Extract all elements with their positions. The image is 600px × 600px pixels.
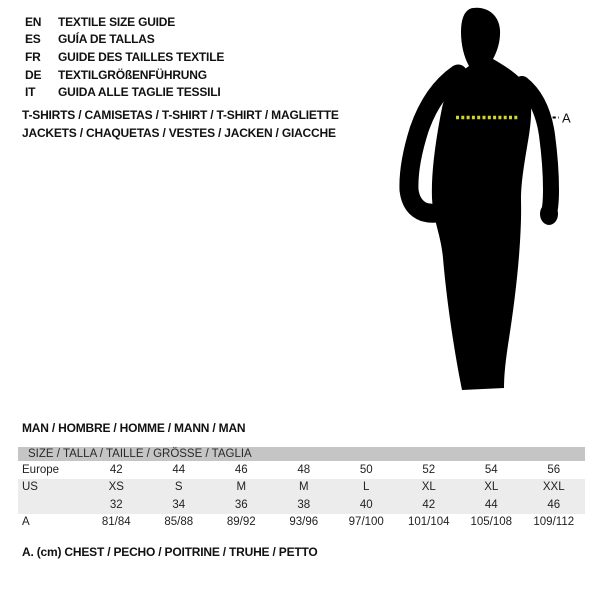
size-cell: XS [108, 481, 124, 494]
language-code: FR [25, 49, 41, 64]
size-cell: XL [484, 481, 499, 494]
man-right-hand [540, 203, 558, 225]
language-row [25, 13, 224, 31]
language-row [25, 66, 224, 84]
language-code: ES [25, 32, 41, 47]
size-cell: 109/112 [533, 516, 575, 529]
size-cell: 32 [109, 498, 123, 511]
language-label: GUIDE DES TAILLES TEXTILE [58, 49, 225, 64]
size-cell: 46 [547, 498, 561, 511]
size-cell: S [174, 481, 183, 494]
size-table-header: SIZE / TALLA / TAILLE / GRÖSSE / TAGLIA [18, 447, 585, 461]
category-line-jackets: JACKETS / CHAQUETAS / VESTES / JACKEN / GIACCHE [22, 126, 336, 140]
language-code: IT [25, 85, 36, 100]
size-cell: M [298, 481, 309, 494]
size-cell: 50 [359, 463, 373, 476]
size-cell: 42 [109, 463, 123, 476]
language-row [25, 83, 224, 101]
row-label: Europe [22, 463, 60, 476]
measure-label: A [562, 110, 571, 126]
row-label: US [22, 481, 38, 494]
language-label: GUÍA DE TALLAS [58, 32, 155, 47]
size-cell: L [363, 481, 370, 494]
size-cell: 56 [547, 463, 561, 476]
category-list [22, 106, 339, 142]
man-silhouette-figure [395, 0, 600, 400]
row-label: A [22, 516, 30, 529]
size-cell: XXL [542, 481, 565, 494]
language-code: EN [25, 14, 42, 29]
section-title-man: MAN / HOMBRE / HOMME / MANN / MAN [22, 421, 246, 435]
size-cell: 89/92 [226, 516, 256, 529]
size-cell: 93/96 [289, 516, 319, 529]
size-cell: 85/88 [164, 516, 194, 529]
man-body-path [432, 8, 531, 390]
table-row-us [18, 479, 585, 497]
size-cell: 36 [234, 498, 248, 511]
footnote-chest-measure: A. (cm) CHEST / PECHO / POITRINE / TRUHE / PETTO [22, 545, 318, 559]
size-cell: 40 [359, 498, 373, 511]
language-label: TEXTILE SIZE GUIDE [58, 14, 176, 29]
size-cell: 81/84 [101, 516, 131, 529]
size-cell: 97/100 [348, 516, 384, 529]
size-cell: 38 [297, 498, 311, 511]
size-cell: 48 [297, 463, 311, 476]
category-line-tshirts: T-SHIRTS / CAMISETAS / T-SHIRT / T-SHIRT / MAGLIETTE [22, 108, 339, 122]
table-row-us-numeric [18, 496, 585, 514]
table-row-chest-a [18, 514, 585, 532]
size-cell: 34 [172, 498, 186, 511]
language-row [25, 48, 224, 66]
size-cell: 42 [422, 498, 436, 511]
size-table [18, 447, 585, 531]
language-code: DE [25, 67, 42, 82]
size-cell: M [236, 481, 247, 494]
language-label: GUIDA ALLE TAGLIE TESSILI [58, 85, 221, 100]
size-cell: 44 [484, 498, 498, 511]
language-label: TEXTILGRÖßENFÜHRUNG [58, 67, 207, 82]
size-cell: 54 [484, 463, 498, 476]
size-cell: 46 [234, 463, 248, 476]
size-cell: 52 [422, 463, 436, 476]
size-cell: 105/108 [470, 516, 513, 529]
size-cell: 44 [172, 463, 186, 476]
size-cell: 101/104 [407, 516, 450, 529]
table-row-europe [18, 461, 585, 479]
language-row [25, 31, 224, 49]
language-list [25, 13, 224, 101]
size-cell: XL [421, 481, 436, 494]
